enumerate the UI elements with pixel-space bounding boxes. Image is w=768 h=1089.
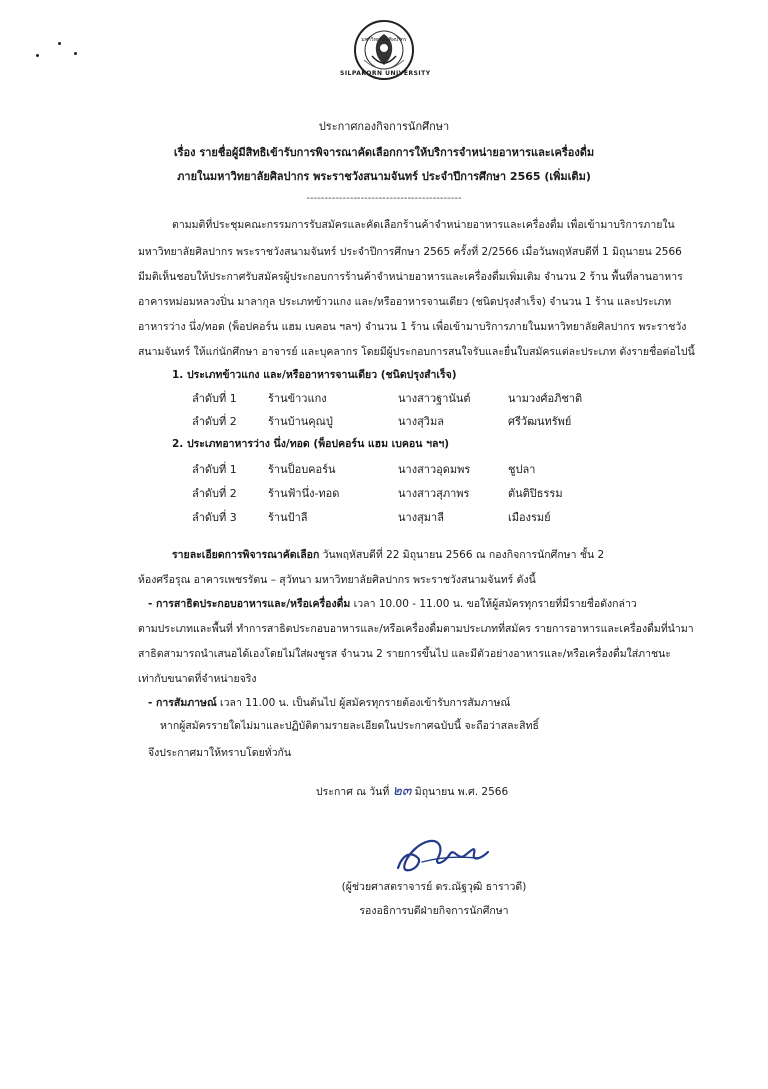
header-divider: ------------------------------------------- [306,193,462,204]
category-1-heading: 1. ประเภทข้าวแกง และ/หรืออาหารจานเดียว (ชนิดปรุงสำเร็จ) [172,369,457,381]
applicant-surname: ศรีวัฒนทรัพย์ [508,415,572,428]
shop-name: ร้านฟ้านึ่ง-ทอด [268,487,340,500]
demo-line-4: เท่ากับขนาดที่จำหน่ายจริง [138,673,257,685]
applicant-name: นางสุวิมล [398,415,444,428]
subject-line-2: ภายในมหาวิทยาลัยศิลปากร พระราชวังสนามจันทร์ ประจำปีการศึกษา 2565 (เพิ่มเติม) [177,170,591,183]
applicant-surname: ชูปลา [508,463,536,476]
order: ลำดับที่ 1 [192,463,237,476]
interview-line-2: หากผู้สมัครรายใดไม่มาและปฏิบัติตามรายละเอียดในประกาศฉบับนี้ จะถือว่าสละสิทธิ์ [160,720,539,732]
signatory-name: (ผู้ช่วยศาสตราจารย์ ดร.ณัฐวุฒิ ธาราวดี) [341,881,527,893]
seal-thai-text: มหาวิทยาลัยศิลปากร [361,37,407,43]
handwritten-signature [392,828,500,880]
order: ลำดับที่ 2 [192,415,237,428]
interview-line-1 [148,694,510,711]
date-suffix: มิถุนายน พ.ศ. 2566 [414,786,509,798]
demo-heading: - การสาธิตประกอบอาหารและ/หรือเครื่องดื่ม [148,598,351,610]
announcement-date [316,780,508,802]
order: ลำดับที่ 3 [192,511,237,524]
subject-line-1: เรื่อง รายชื่อผู้มีสิทธิเข้ารับการพิจารณาคัดเลือกการให้บริการจำหน่ายอาหารและเครื่องดื่ม [173,146,595,159]
interview-time: เวลา 11.00 น. เป็นต้นไป ผู้สมัครทุกรายต้องเข้ารับการสัมภาษณ์ [216,697,511,709]
category-2-heading: 2. ประเภทอาหารว่าง นึ่ง/ทอด (พ็อปคอร์น แฮม เบคอน ฯลฯ) [172,438,450,450]
shop-name: ร้านป็อบคอร์น [268,463,336,476]
order: ลำดับที่ 2 [192,487,237,500]
intro-line-6: สนามจันทร์ ให้แก่นักศึกษา อาจารย์ และบุคลากร โดยมีผู้ประกอบการสนใจรับและยื่นใบสมัครแต่ละประเภท ดังรายชื่อต่อไปนี้ [138,346,695,358]
intro-line-4: อาคารหม่อมหลวงปิ่น มาลากุล ประเภทข้าวแกง และ/หรืออาหารจานเดียว (ชนิดปรุงสำเร็จ) จำนวน 1 ร้าน และประเภท [138,296,672,308]
applicant-name: นางสาวฐานันต์ [398,392,471,405]
order: ลำดับที่ 1 [192,392,237,405]
interview-heading: - การสัมภาษณ์ [148,697,217,709]
details-line-2: ห้องศรีอรุณ อาคารเพชรรัตน – สุวัทนา มหาวิทยาลัยศิลปากร พระราชวังสนามจันทร์ ดังนี้ [138,574,536,586]
demo-line-3: สาธิตสามารถนำเสนอได้เองโดยไม่ใส่ผงชูรส จำนวน 2 รายการขึ้นไป และมีตัวอย่างอาหารและ/หรือเครื่องดื่มใส่ภาชนะ [138,648,671,660]
details-heading: รายละเอียดการพิจารณาคัดเลือก [172,549,320,561]
shop-name: ร้านป้าลี [268,511,308,524]
date-prefix: ประกาศ ณ วันที่ [316,786,390,798]
intro-line-2: มหาวิทยาลัยศิลปากร พระราชวังสนามจันทร์ ประจำปีการศึกษา 2565 ครั้งที่ 2/2566 เมื่อวันพฤหัสบดีที่ 1 มิถุนายน 2566 [138,246,682,258]
shop-name: ร้านบ้านคุณปู่ [268,415,333,428]
intro-line-5: อาหารว่าง นึ่ง/ทอด (พ็อปคอร์น แฮม เบคอน ฯลฯ) จำนวน 1 ร้าน เพื่อเข้ามาบริการภายในมหาวิทยาลัยศิลปากร พระราชวัง [138,321,687,333]
applicant-surname: ตันติปิธรรม [508,487,563,500]
demo-line-2: ตามประเภทและพื้นที่ ทำการสาธิตประกอบอาหารและ/หรือเครื่องดื่มตามประเภทที่สมัคร รายการอาหารและเครื่องดื่มที่นำมา [138,623,694,635]
applicant-surname: นามวงศ์อภิชาติ [508,392,583,405]
signatory-title: รองอธิการบดีฝ่ายกิจการนักศึกษา [359,905,509,917]
intro-line-3: มีมติเห็นชอบให้ประกาศรับสมัครผู้ประกอบการร้านค้าจำหน่ายอาหารและเครื่องดื่มเพิ่มเติม จำนวน 2 ร้าน พื้นที่ลานอาหาร [138,271,683,283]
details-date: วันพฤหัสบดีที่ 22 มิถุนายน 2566 ณ กองกิจการนักศึกษา ชั้น 2 [319,549,605,561]
seal-english-text: SILPAKORN UNIVERSITY [340,70,431,77]
closing-text: จึงประกาศมาให้ทราบโดยทั่วกัน [148,747,292,759]
applicant-name: นางสุมาลี [398,511,444,524]
intro-line-1: ตามมติที่ประชุมคณะกรรมการรับสมัครและคัดเลือกร้านค้าจำหน่ายอาหารและเครื่องดื่ม เพื่อเข้ามาบริการภายใน [172,219,675,231]
university-seal [352,18,416,102]
demo-time: เวลา 10.00 - 11.00 น. ขอให้ผู้สมัครทุกรายที่มีรายชื่อดังกล่าว [350,598,637,610]
applicant-name: นางสาวสุภาพร [398,487,470,500]
handwritten-day: ๒๓ [392,783,412,799]
applicant-name: นางสาวอุดมพร [398,463,471,476]
department-title: ประกาศกองกิจการนักศึกษา [318,120,450,133]
details-line-1 [172,546,604,563]
demo-line-1 [148,595,637,612]
applicant-surname: เมืองรมย์ [508,511,551,524]
shop-name: ร้านข้าวแกง [268,392,327,405]
